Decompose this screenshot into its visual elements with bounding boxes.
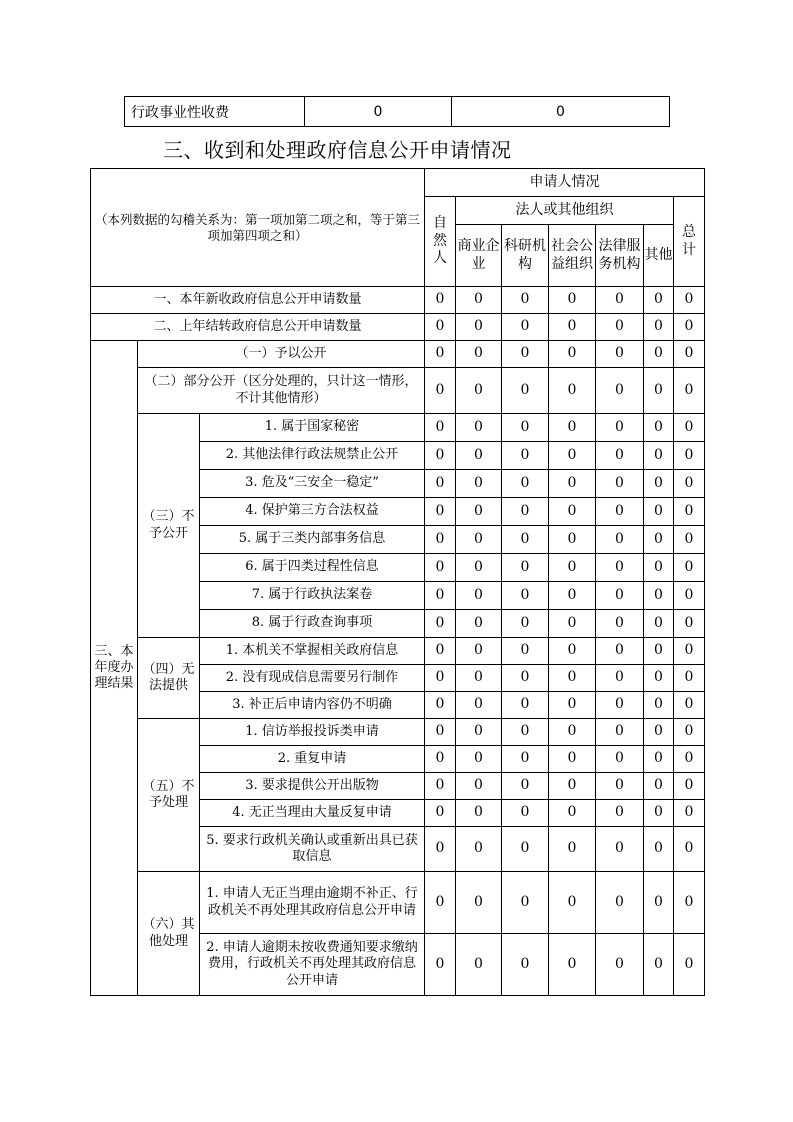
cell-value: 0 <box>674 582 705 610</box>
cell-value: 0 <box>425 287 456 314</box>
cell-value: 0 <box>596 582 644 610</box>
row-label: （一）予以公开 <box>138 341 425 368</box>
cell-value: 0 <box>549 554 596 582</box>
cell-value: 0 <box>674 610 705 638</box>
cell-value: 0 <box>644 800 674 827</box>
cell-value: 0 <box>596 934 644 996</box>
table-row <box>91 414 705 442</box>
cell-value: 0 <box>425 341 456 368</box>
cell-value: 0 <box>644 773 674 800</box>
cell-value: 0 <box>502 665 549 692</box>
cell-value: 0 <box>549 442 596 470</box>
cell-value: 0 <box>644 934 674 996</box>
cell-value: 0 <box>596 746 644 773</box>
natural-person-header: 自然人 <box>425 197 456 287</box>
cell-value: 0 <box>596 470 644 498</box>
cell-value: 0 <box>456 287 502 314</box>
cell-value: 0 <box>502 773 549 800</box>
cell-value: 0 <box>425 872 456 934</box>
cell-value: 0 <box>596 498 644 526</box>
cell-value: 0 <box>425 498 456 526</box>
cell-value: 0 <box>502 800 549 827</box>
cell-value: 0 <box>596 872 644 934</box>
row-label: 一、本年新收政府信息公开申请数量 <box>91 287 425 314</box>
cell-value: 0 <box>502 470 549 498</box>
cell-value: 0 <box>502 554 549 582</box>
cell-value: 0 <box>596 719 644 746</box>
cell-value: 0 <box>456 719 502 746</box>
cell-value: 0 <box>456 498 502 526</box>
other-header: 其他 <box>644 225 674 287</box>
cell-value: 0 <box>425 314 456 341</box>
cell-value: 0 <box>549 746 596 773</box>
row-label: 3. 补正后申请内容仍不明确 <box>200 692 425 719</box>
cell-value: 0 <box>456 368 502 414</box>
cell-value: 0 <box>549 719 596 746</box>
cell-value: 0 <box>456 610 502 638</box>
cell-value: 0 <box>596 638 644 665</box>
cell-value: 0 <box>502 610 549 638</box>
row-label: 1. 申请人无正当理由逾期不补正、行政机关不再处理其政府信息公开申请 <box>200 872 425 934</box>
cell-value: 0 <box>644 610 674 638</box>
cell-value: 0 <box>549 314 596 341</box>
cell-value: 0 <box>596 692 644 719</box>
cell-value: 0 <box>425 554 456 582</box>
row-label: 4. 无正当理由大量反复申请 <box>200 800 425 827</box>
cell-value: 0 <box>644 287 674 314</box>
cell-value: 0 <box>674 746 705 773</box>
cell-value: 0 <box>674 470 705 498</box>
cell-value: 0 <box>674 827 705 872</box>
cell-value: 0 <box>644 554 674 582</box>
cell-value: 0 <box>549 368 596 414</box>
cell-value: 0 <box>549 872 596 934</box>
cell-value: 0 <box>674 934 705 996</box>
cell-value: 0 <box>549 692 596 719</box>
cell-value: 0 <box>596 442 644 470</box>
cell-value: 0 <box>425 719 456 746</box>
cell-value: 0 <box>502 692 549 719</box>
cell-value: 0 <box>456 773 502 800</box>
cell-value: 0 <box>596 368 644 414</box>
cell-value: 0 <box>502 638 549 665</box>
cell-value: 0 <box>425 692 456 719</box>
cell-value: 0 <box>674 872 705 934</box>
cell-value: 0 <box>644 872 674 934</box>
social-header: 社会公益组织 <box>549 225 596 287</box>
cell-value: 0 <box>456 341 502 368</box>
research-header: 科研机构 <box>502 225 549 287</box>
cell-value: 0 <box>502 442 549 470</box>
cell-value: 0 <box>644 470 674 498</box>
row-label: 2. 重复申请 <box>200 746 425 773</box>
cell-value: 0 <box>674 800 705 827</box>
cell-value: 0 <box>549 498 596 526</box>
cell-value: 0 <box>549 800 596 827</box>
cell-value: 0 <box>456 692 502 719</box>
cell-value: 0 <box>425 582 456 610</box>
row-label: 1. 属于国家秘密 <box>200 414 425 442</box>
cell-value: 0 <box>456 827 502 872</box>
cell-value: 0 <box>596 827 644 872</box>
cell-value: 0 <box>644 414 674 442</box>
cell-value: 0 <box>456 582 502 610</box>
cell-value: 0 <box>456 638 502 665</box>
cell-value: 0 <box>425 773 456 800</box>
cell-value: 0 <box>425 638 456 665</box>
cell-value: 0 <box>644 827 674 872</box>
cell-value: 0 <box>425 442 456 470</box>
cell-value: 0 <box>596 526 644 554</box>
table-row <box>91 719 705 746</box>
cell-value: 0 <box>502 526 549 554</box>
cell-value: 0 <box>502 341 549 368</box>
row-label: 8. 属于行政查询事项 <box>200 610 425 638</box>
total-header: 总计 <box>674 197 705 287</box>
cell-value: 0 <box>456 800 502 827</box>
cell-value: 0 <box>644 341 674 368</box>
cell-value: 0 <box>502 314 549 341</box>
cell-value: 0 <box>644 665 674 692</box>
cell-value: 0 <box>456 442 502 470</box>
cell-value: 0 <box>549 827 596 872</box>
cell-value: 0 <box>425 414 456 442</box>
row-label: 5. 属于三类内部事务信息 <box>200 526 425 554</box>
cell-value: 0 <box>502 746 549 773</box>
row-label: 2. 其他法律行政法规禁止公开 <box>200 442 425 470</box>
cell-value: 0 <box>674 554 705 582</box>
cell-value: 0 <box>549 526 596 554</box>
cell-value: 0 <box>549 414 596 442</box>
cell-value: 0 <box>674 341 705 368</box>
fee-table <box>124 96 670 127</box>
row-label: 5. 要求行政机关确认或重新出具已获取信息 <box>200 827 425 872</box>
cell-value: 0 <box>549 582 596 610</box>
cell-value: 0 <box>674 638 705 665</box>
cell-value: 0 <box>674 773 705 800</box>
table-row <box>91 287 705 314</box>
cell-value: 0 <box>674 498 705 526</box>
cell-value: 0 <box>644 368 674 414</box>
cell-value: 0 <box>644 582 674 610</box>
row-label: 1. 本机关不掌握相关政府信息 <box>200 638 425 665</box>
cell-value: 0 <box>596 554 644 582</box>
cell-value: 0 <box>502 498 549 526</box>
cell-value: 0 <box>596 341 644 368</box>
cell-value: 0 <box>549 934 596 996</box>
cell-value: 0 <box>674 526 705 554</box>
row-label: 3. 危及“三安全一稳定” <box>200 470 425 498</box>
row-label: 4. 保护第三方合法权益 <box>200 498 425 526</box>
cell-value: 0 <box>502 368 549 414</box>
table-row <box>91 872 705 934</box>
table-row <box>91 314 705 341</box>
cell-value: 0 <box>425 470 456 498</box>
cell-value: 0 <box>456 872 502 934</box>
row-label: （二）部分公开（区分处理的，只计这一情形，不计其他情形） <box>138 368 425 414</box>
cell-value: 0 <box>596 287 644 314</box>
cell-value: 0 <box>549 610 596 638</box>
row-label: 6. 属于四类过程性信息 <box>200 554 425 582</box>
row-label: 1. 信访举报投诉类申请 <box>200 719 425 746</box>
cell-value: 0 <box>549 773 596 800</box>
cell-value: 0 <box>674 414 705 442</box>
cell-value: 0 <box>674 692 705 719</box>
cell-value: 0 <box>596 665 644 692</box>
group-label-4: （四）无法提供 <box>138 638 200 719</box>
group-label-5: （五）不予处理 <box>138 719 200 872</box>
row-label: 2. 没有现成信息需要另行制作 <box>200 665 425 692</box>
cell-value: 0 <box>644 314 674 341</box>
cell-value: 0 <box>502 872 549 934</box>
fee-value-1: 0 <box>305 97 452 127</box>
cell-value: 0 <box>549 287 596 314</box>
cell-value: 0 <box>456 665 502 692</box>
cell-value: 0 <box>596 800 644 827</box>
cell-value: 0 <box>456 746 502 773</box>
cell-value: 0 <box>502 582 549 610</box>
cell-value: 0 <box>425 827 456 872</box>
cell-value: 0 <box>425 665 456 692</box>
table-note: （本列数据的勾稽关系为：第一项加第二项之和，等于第三项加第四项之和） <box>91 169 425 287</box>
cell-value: 0 <box>425 526 456 554</box>
cell-value: 0 <box>425 368 456 414</box>
table-row <box>91 341 705 368</box>
fee-value-2: 0 <box>452 97 670 127</box>
section-title: 三、收到和处理政府信息公开申请情况 <box>163 138 512 162</box>
cell-value: 0 <box>456 554 502 582</box>
cell-value: 0 <box>644 442 674 470</box>
row-label: 二、上年结转政府信息公开申请数量 <box>91 314 425 341</box>
legal-service-header: 法律服务机构 <box>596 225 644 287</box>
cell-value: 0 <box>674 314 705 341</box>
table-row <box>91 638 705 665</box>
cell-value: 0 <box>549 638 596 665</box>
cell-value: 0 <box>674 368 705 414</box>
group-label-6: （六）其他处理 <box>138 872 200 996</box>
result-group-label: 三、本年度办理结果 <box>91 341 138 996</box>
cell-value: 0 <box>425 746 456 773</box>
cell-value: 0 <box>502 934 549 996</box>
applicant-header: 申请人情况 <box>425 169 705 197</box>
cell-value: 0 <box>644 692 674 719</box>
cell-value: 0 <box>674 287 705 314</box>
cell-value: 0 <box>502 414 549 442</box>
cell-value: 0 <box>456 414 502 442</box>
cell-value: 0 <box>456 470 502 498</box>
cell-value: 0 <box>502 719 549 746</box>
row-label: 3. 要求提供公开出版物 <box>200 773 425 800</box>
cell-value: 0 <box>644 638 674 665</box>
cell-value: 0 <box>596 610 644 638</box>
application-table <box>90 168 705 996</box>
group-label-3: （三）不予公开 <box>138 414 200 638</box>
cell-value: 0 <box>456 314 502 341</box>
cell-value: 0 <box>644 526 674 554</box>
cell-value: 0 <box>644 498 674 526</box>
cell-value: 0 <box>425 800 456 827</box>
fee-row <box>125 97 670 127</box>
cell-value: 0 <box>596 314 644 341</box>
cell-value: 0 <box>425 934 456 996</box>
cell-value: 0 <box>549 665 596 692</box>
cell-value: 0 <box>644 719 674 746</box>
business-header: 商业企业 <box>456 225 502 287</box>
fee-label: 行政事业性收费 <box>125 97 305 127</box>
legal-org-header: 法人或其他组织 <box>456 197 674 225</box>
cell-value: 0 <box>596 773 644 800</box>
table-row <box>91 368 705 414</box>
cell-value: 0 <box>549 470 596 498</box>
cell-value: 0 <box>596 414 644 442</box>
cell-value: 0 <box>456 934 502 996</box>
cell-value: 0 <box>502 287 549 314</box>
header-row-1 <box>91 169 705 197</box>
cell-value: 0 <box>425 610 456 638</box>
row-label: 7. 属于行政执法案卷 <box>200 582 425 610</box>
cell-value: 0 <box>549 341 596 368</box>
cell-value: 0 <box>502 827 549 872</box>
cell-value: 0 <box>644 746 674 773</box>
row-label: 2. 申请人逾期未按收费通知要求缴纳费用，行政机关不再处理其政府信息公开申请 <box>200 934 425 996</box>
cell-value: 0 <box>674 719 705 746</box>
cell-value: 0 <box>674 442 705 470</box>
cell-value: 0 <box>456 526 502 554</box>
cell-value: 0 <box>674 665 705 692</box>
